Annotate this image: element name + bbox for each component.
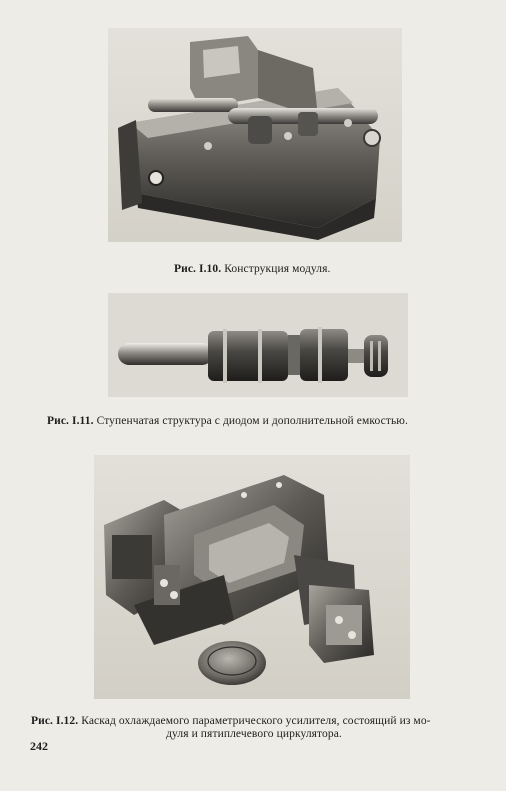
figure-title: Ступенчатая структура с диодом и дополнительной емкостью. [93, 415, 408, 427]
amplifier-stage-photo [94, 455, 410, 699]
page-number: 242 [30, 739, 48, 753]
figure-caption [174, 263, 331, 276]
figure-caption [47, 415, 408, 428]
figure-label: Рис. I.10. [174, 263, 222, 275]
figure-label: Рис. I.11. [47, 415, 94, 427]
stepped-structure-photo [108, 293, 408, 397]
figure-label: Рис. I.12. [31, 715, 79, 727]
figure-title: Каскад охлаждаемого параметрического усилителя, состоящий из мо- [78, 715, 431, 727]
figure-title-continued: дуля и пятиплечевого циркулятора. [166, 728, 342, 740]
figure-caption [31, 715, 477, 741]
module-construction-photo [108, 28, 402, 242]
figure-title: Конструкция модуля. [221, 263, 331, 275]
